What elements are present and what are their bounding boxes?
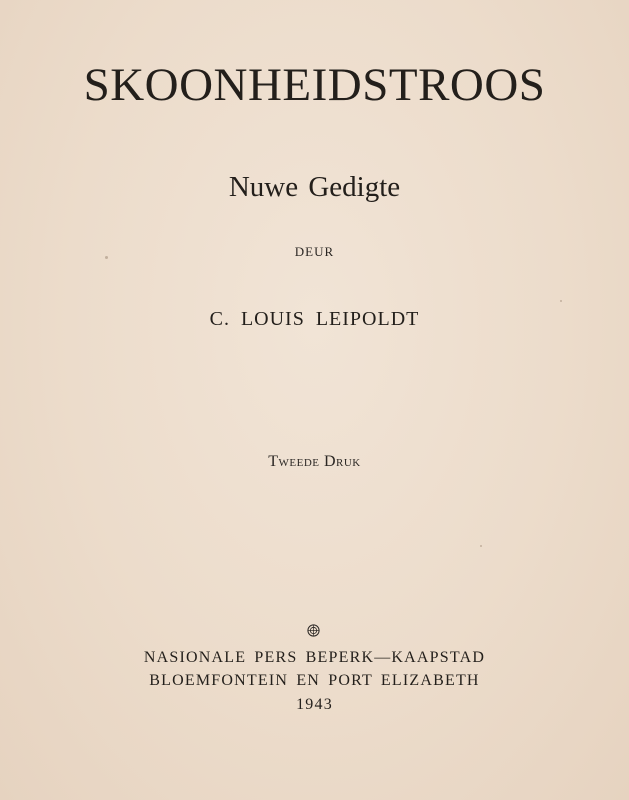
edition-label: Tweede Druk	[268, 453, 361, 470]
book-title: SKOONHEIDSTROOS	[83, 59, 546, 111]
publisher-line: NASIONALE PERS BEPERK—KAAPSTAD	[143, 649, 486, 666]
paper-speck	[560, 300, 562, 302]
publication-year: 1943	[296, 696, 333, 713]
publisher-cities-line: BLOEMFONTEIN EN PORT ELIZABETH	[149, 672, 480, 689]
publisher-device-icon	[307, 624, 320, 637]
book-subtitle: Nuwe Gedigte	[228, 171, 401, 203]
by-label: DEUR	[294, 244, 335, 259]
paper-speck	[480, 545, 482, 547]
author-name: C. LOUIS LEIPOLDT	[209, 308, 420, 330]
